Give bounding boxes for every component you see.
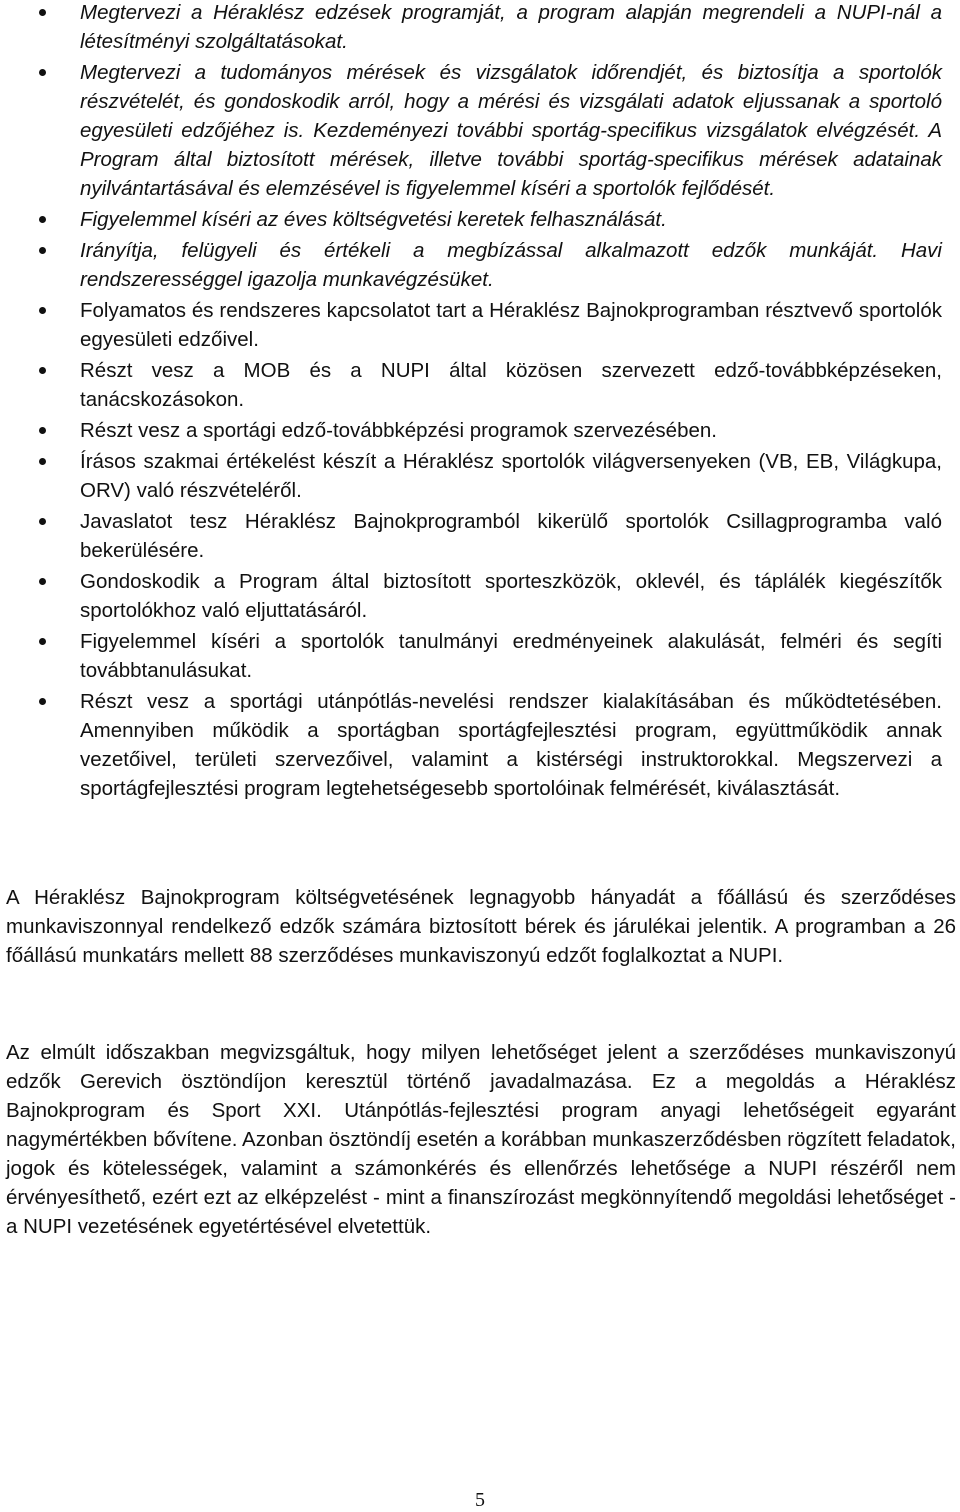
bullet-dot-icon <box>39 578 46 585</box>
bullet-dot-icon <box>39 638 46 645</box>
bullet-dot-icon <box>39 367 46 374</box>
bullet-text: Gondoskodik a Program által biztosított sporteszközök, oklevél, és táplálék kiegészítők sportolókhoz való eljuttatásáról. <box>80 570 942 622</box>
bullet-text: Részt vesz a MOB és a NUPI által közösen szervezett edző-továbbképzéseken, tanácskozásokon. <box>80 359 942 411</box>
bullet-item <box>0 205 942 234</box>
bullet-text: Megtervezi a tudományos mérések és vizsgálatok időrendjét, és biztosítja a sportolók részvételét, és gondoskodik arról, hogy a mérési és vizsgálati adatok eljussanak a sportoló egyesületi edzőjéhez is. Kezdeményezi további sportág-specifikus vizsgálatok elvégzését. <box>80 61 942 142</box>
bullet-text: Figyelemmel kíséri az éves költségvetési keretek felhasználását. <box>80 208 667 231</box>
bullet-text: Figyelemmel kíséri a sportolók tanulmányi eredményeinek alakulását, felméri és segíti továbbtanulásukat. <box>80 630 942 682</box>
page-number: 5 <box>475 1489 485 1511</box>
scholarship-paragraph: Az elmúlt időszakban megvizsgáltuk, hogy milyen lehetőséget jelent a szerződéses munkaviszonyú edzők Gerevich ösztöndíjon keresztül történő javadalmazása. Ez a megoldás a Héraklész Bajnokprogram és Sport XXI. Utánpótlás-fejlesztési program anyagi lehetőségeit egyaránt nagymértékben bővítene. Azonban ösztöndíj esetén a korábban munkaszerződésben rögzített feladatok, jogok és kötelességek, valamint a számonkérés és ellenőrzés lehetősége a NUPI részéről nem érvényesíthető, ezért ezt az elképzelést - mint a finanszírozást megkönnyítendő megoldási lehetőséget - a NUPI vezetésének egyetértésével elvetettük. <box>6 1041 956 1238</box>
bullet-item <box>0 447 942 505</box>
budget-paragraph: A Héraklész Bajnokprogram költségvetésének legnagyobb hányadát a főállású és szerződéses munkaviszonnyal rendelkező edzők számára biztosított bérek és járulékai jelentik. A programban a 26 főállású munkatárs mellett 88 szerződéses munkaviszonyú edzőt foglalkoztat a NUPI. <box>6 886 956 967</box>
bullet-dot-icon <box>39 247 46 254</box>
bullet-text: Írásos szakmai értékelést készít a Héraklész sportolók világversenyeken (VB, EB, Világkupa, ORV) való részvételéről. <box>80 450 942 502</box>
bullet-item <box>0 627 942 685</box>
bullet-item <box>0 0 942 56</box>
bullet-item <box>0 507 942 565</box>
bullet-text: Megtervezi a Héraklész edzések programját, a program alapján megrendeli a NUPI-nál a létesítményi szolgáltatásokat. <box>80 1 942 53</box>
bullet-item <box>0 356 942 414</box>
bullet-item <box>0 416 942 445</box>
bullet-text: Irányítja, felügyeli és értékeli a megbízással alkalmazott edzők munkáját. Havi rendszerességgel igazolja munkavégzésüket. <box>80 239 942 291</box>
bullet-dot-icon <box>39 698 46 705</box>
bullet-dot-icon <box>39 216 46 223</box>
bullet-text: Részt vesz a sportági edző-továbbképzési programok szervezésében. <box>80 419 717 442</box>
bullet-item <box>0 236 942 294</box>
bullet-item <box>0 296 942 354</box>
bullet-text: Részt vesz a sportági utánpótlás-nevelési rendszer kialakításában és működtetésében. Amennyiben működik a sportágban sportágfejlesztési program, együttműködik annak vezetőivel, területi szervezőivel, valamint a kistérségi instruktorokkal. Megszervezi a sportágfejlesztési program legtehetségesebb sportolóinak felmérését, kiválasztását. <box>80 690 942 800</box>
bullet-dot-icon <box>39 518 46 525</box>
bullet-item <box>0 567 942 625</box>
bullet-dot-icon <box>39 307 46 314</box>
bullet-dot-icon <box>39 458 46 465</box>
bullet-item <box>0 58 942 203</box>
bullet-dot-icon <box>39 9 46 16</box>
bullet-item <box>0 687 942 803</box>
bullet-dot-icon <box>39 427 46 434</box>
bullet-text: A Program által biztosított mérések, illetve további sportág-specifikus mérések adatainak nyilvántartásával és elemzésével is figyelemmel kíséri a sportolók fejlődését. <box>80 119 942 200</box>
bullet-dot-icon <box>39 69 46 76</box>
bullet-text: Folyamatos és rendszeres kapcsolatot tart a Héraklész Bajnokprogramban résztvevő sportolók egyesületi edzőivel. <box>80 299 942 351</box>
bullet-text: Javaslatot tesz Héraklész Bajnokprogramból kikerülő sportolók Csillagprogramba való bekerülésére. <box>80 510 942 562</box>
